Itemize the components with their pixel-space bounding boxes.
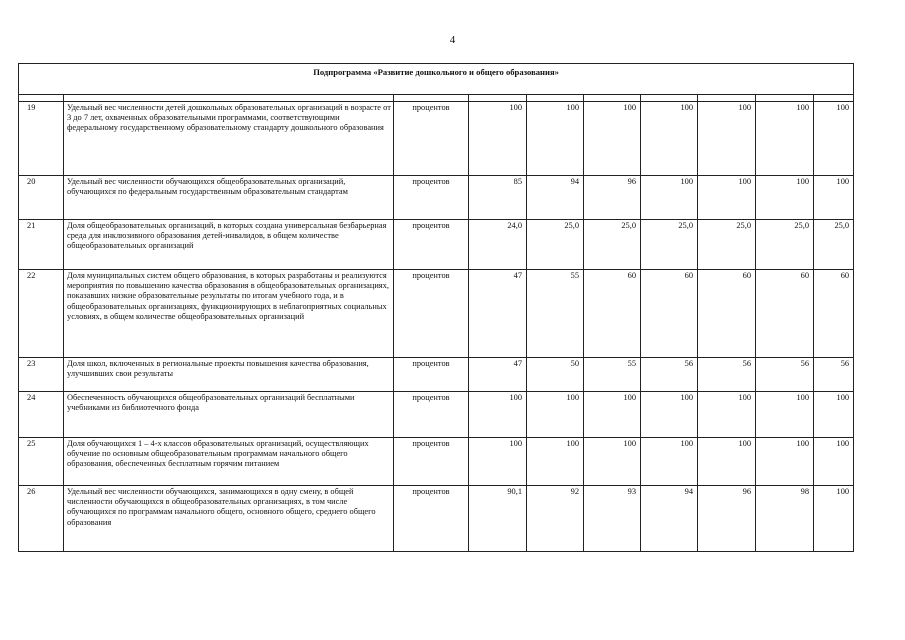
value-cell: 100 — [814, 438, 854, 486]
value-cell: 98 — [756, 486, 814, 552]
value-cell: 94 — [527, 176, 584, 220]
value-cell: 47 — [469, 358, 527, 392]
value-cell: 100 — [756, 392, 814, 438]
indicator-description: Доля школ, включенных в региональные проекты повышения качества образования, улучшивших свои результаты — [64, 358, 394, 392]
subprogram-header-row — [19, 64, 854, 95]
row-number: 25 — [19, 438, 64, 486]
value-cell: 50 — [527, 358, 584, 392]
value-cell: 92 — [527, 486, 584, 552]
value-cell: 100 — [469, 102, 527, 176]
value-cell: 100 — [584, 438, 641, 486]
value-cell: 100 — [698, 438, 756, 486]
value-cell: 100 — [698, 176, 756, 220]
value-cell: 100 — [641, 102, 698, 176]
value-cell: 100 — [814, 392, 854, 438]
value-cell: 25,0 — [527, 220, 584, 270]
value-cell: 25,0 — [756, 220, 814, 270]
value-cell: 94 — [641, 486, 698, 552]
table-row — [19, 176, 854, 220]
value-cell: 100 — [469, 438, 527, 486]
row-number: 21 — [19, 220, 64, 270]
value-cell: 60 — [814, 270, 854, 358]
page-number: 4 — [449, 34, 456, 46]
row-number: 22 — [19, 270, 64, 358]
value-cell: 100 — [814, 102, 854, 176]
value-cell: 56 — [641, 358, 698, 392]
spacer-row — [19, 95, 854, 102]
value-cell: 100 — [641, 392, 698, 438]
value-cell: 25,0 — [814, 220, 854, 270]
table-row — [19, 358, 854, 392]
unit-cell: процентов — [394, 438, 469, 486]
indicator-description: Обеспеченность обучающихся общеобразовательных организаций бесплатными учебниками из библиотечного фонда — [64, 392, 394, 438]
row-number: 20 — [19, 176, 64, 220]
value-cell: 90,1 — [469, 486, 527, 552]
value-cell: 100 — [814, 176, 854, 220]
value-cell: 60 — [756, 270, 814, 358]
row-number: 23 — [19, 358, 64, 392]
table-row — [19, 486, 854, 552]
indicator-description: Удельный вес численности детей дошкольных образовательных организаций в возрасте от 3 до 7 лет, охваченных образовательными программами, соответствующими федеральному государственному образовательному стандарту дошкольного образования — [64, 102, 394, 176]
value-cell: 96 — [584, 176, 641, 220]
unit-cell: процентов — [394, 102, 469, 176]
row-number: 24 — [19, 392, 64, 438]
value-cell: 100 — [527, 392, 584, 438]
value-cell: 56 — [814, 358, 854, 392]
unit-cell: процентов — [394, 176, 469, 220]
table-body — [19, 64, 854, 552]
indicator-description: Доля обучающихся 1 – 4-х классов образовательных организаций, осуществляющих обучение по основным общеобразовательным программам начального общего образования, обеспеченных бесплатным горячим питанием — [64, 438, 394, 486]
value-cell: 100 — [756, 176, 814, 220]
value-cell: 96 — [698, 486, 756, 552]
value-cell: 60 — [641, 270, 698, 358]
value-cell: 93 — [584, 486, 641, 552]
value-cell: 100 — [814, 486, 854, 552]
indicator-description: Доля муниципальных систем общего образования, в которых разработаны и реализуются мероприятия по повышению качества образования в общеобразовательных организациях, показавших низкие образовательные результаты по итогам учебного года, и в общеобразовательных организациях, функционирующих в неблагоприятных социальных условиях, в общем количестве общеобразовательных организаций — [64, 270, 394, 358]
value-cell: 100 — [527, 102, 584, 176]
value-cell: 100 — [698, 392, 756, 438]
unit-cell: процентов — [394, 270, 469, 358]
value-cell: 55 — [527, 270, 584, 358]
subprogram-title: Подпрограмма «Развитие дошкольного и общего образования» — [19, 64, 854, 95]
table-row — [19, 220, 854, 270]
indicators-table — [18, 63, 854, 552]
value-cell: 100 — [756, 102, 814, 176]
value-cell: 100 — [584, 392, 641, 438]
value-cell: 100 — [527, 438, 584, 486]
value-cell: 100 — [698, 102, 756, 176]
value-cell: 25,0 — [584, 220, 641, 270]
value-cell: 25,0 — [641, 220, 698, 270]
value-cell: 100 — [469, 392, 527, 438]
value-cell: 100 — [756, 438, 814, 486]
table-row — [19, 392, 854, 438]
value-cell: 100 — [584, 102, 641, 176]
indicator-description: Удельный вес численности обучающихся, занимающихся в одну смену, в общей численности обучающихся в общеобразовательных организациях, в том числе обучающихся по программам начального общего, основного общего, среднего общего образования — [64, 486, 394, 552]
value-cell: 100 — [641, 438, 698, 486]
value-cell: 55 — [584, 358, 641, 392]
indicator-description: Доля общеобразовательных организаций, в которых создана универсальная безбарьерная среда для инклюзивного образования детей-инвалидов, в общем количестве общеобразовательных организаций — [64, 220, 394, 270]
value-cell: 56 — [698, 358, 756, 392]
table-row — [19, 102, 854, 176]
value-cell: 47 — [469, 270, 527, 358]
value-cell: 25,0 — [698, 220, 756, 270]
table-row — [19, 438, 854, 486]
value-cell: 60 — [698, 270, 756, 358]
unit-cell: процентов — [394, 486, 469, 552]
value-cell: 60 — [584, 270, 641, 358]
row-number: 19 — [19, 102, 64, 176]
unit-cell: процентов — [394, 392, 469, 438]
value-cell: 100 — [641, 176, 698, 220]
value-cell: 85 — [469, 176, 527, 220]
indicator-description: Удельный вес численности обучающихся общеобразовательных организаций, обучающихся по федеральным государственным образовательным стандартам — [64, 176, 394, 220]
unit-cell: процентов — [394, 358, 469, 392]
value-cell: 24,0 — [469, 220, 527, 270]
value-cell: 56 — [756, 358, 814, 392]
table-row — [19, 270, 854, 358]
unit-cell: процентов — [394, 220, 469, 270]
row-number: 26 — [19, 486, 64, 552]
